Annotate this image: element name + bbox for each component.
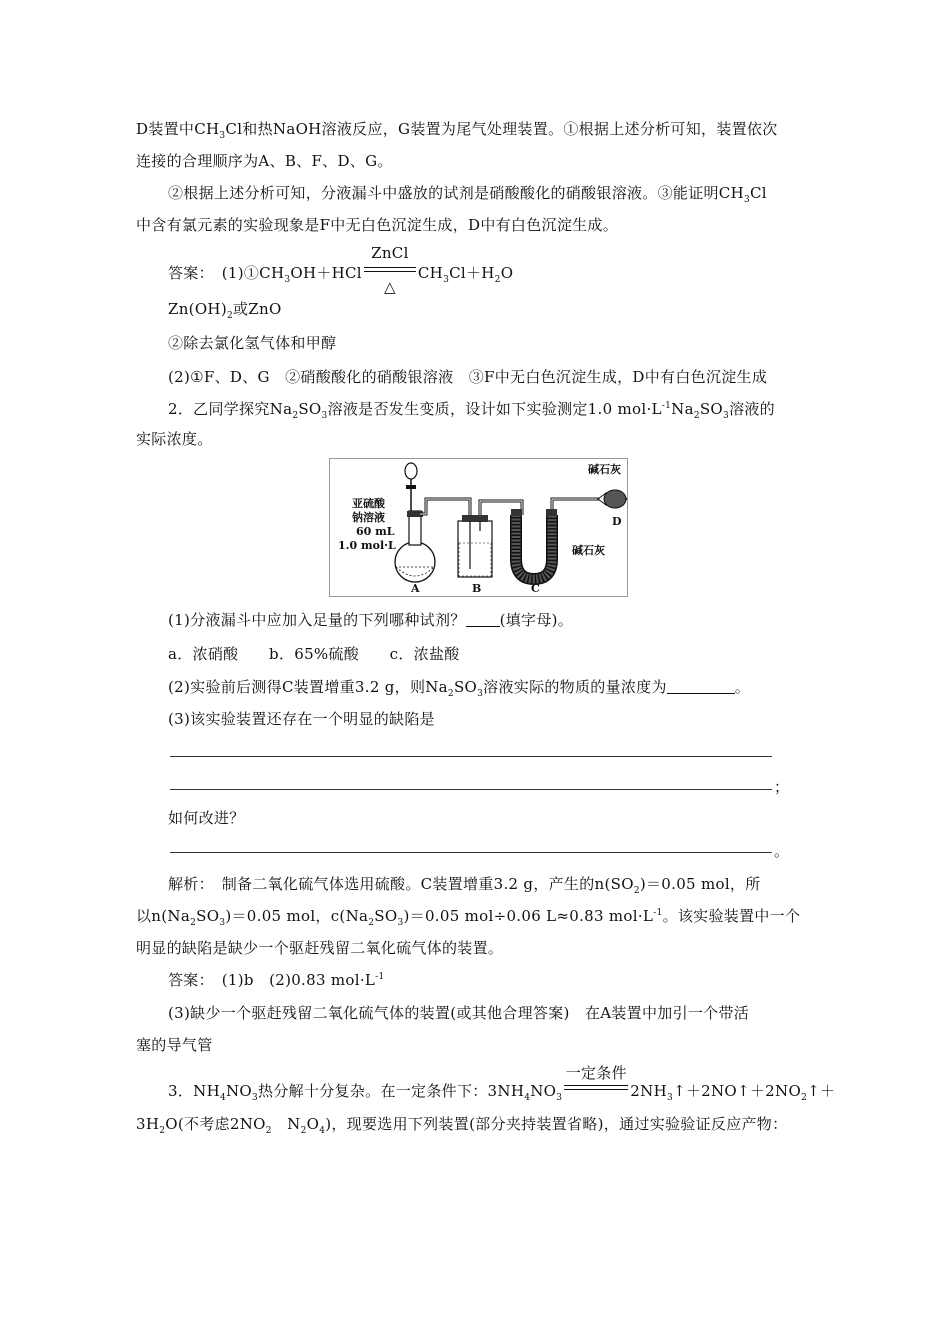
answer1-equation: 答案： $(1)①CH_3OH+HCl$ ZnCl △ $CH_3Cl+H_2O$ bbox=[168, 244, 514, 296]
analysis-line-4: 中含有氯元素的实验现象是F中无白色沉淀生成，D中有白色沉淀生成。 bbox=[136, 216, 619, 234]
q2-improve: 如何改进？ bbox=[168, 809, 245, 827]
analysis-line-3: ②根据上述分析可知，分液漏斗中盛放的试剂是硝酸酸化的硝酸银溶液。③能证明$CH_3Cl$ bbox=[168, 184, 767, 205]
analysis2-line-1: 解析： 制备二氧化硫气体选用硫酸。C装置增重3.2 g，产生的$n(SO_2)=0.05$ mol，所 bbox=[168, 875, 761, 896]
answer-line-3[interactable] bbox=[170, 852, 772, 853]
answer-line-2[interactable] bbox=[170, 789, 772, 790]
q2-intro-2: 实际浓度。 bbox=[136, 430, 213, 448]
label-C: C bbox=[531, 582, 540, 595]
q2-options: a．浓硝酸 b．65%硫酸 c．浓盐酸 bbox=[168, 645, 460, 663]
answer-blank-1[interactable] bbox=[466, 614, 500, 627]
label-A: A bbox=[411, 582, 420, 595]
analysis-line-2: 连接的合理顺序为A、B、F、D、G。 bbox=[136, 152, 393, 170]
q2-sub1: (1)分液漏斗中应加入足量的下列哪种试剂？ (填字母)。 bbox=[168, 611, 574, 629]
answer-blank-2[interactable] bbox=[667, 681, 735, 694]
q2-intro: 2．乙同学探究$Na_2SO_3$溶液是否发生变质，设计如下实验测定1.0 $mol\cdot L^{-1}Na_2SO_3$溶液的 bbox=[168, 400, 775, 421]
period: 。 bbox=[774, 842, 790, 860]
q3-line-2: $3H_2O$(不考虑$2NO_2$ $N_2O_4$)，现要选用下列装置(部分夹持装置省略)，通过实验验证反应产物： bbox=[136, 1115, 788, 1136]
answer1-item2: ②除去氯化氢气体和甲醇 bbox=[168, 334, 337, 352]
reaction-condition: ZnCl △ bbox=[364, 262, 416, 280]
label-left-4: 1.0 mol·L bbox=[338, 539, 396, 552]
label-left-1: 亚硫酸 bbox=[352, 497, 385, 510]
analysis2-line-2: 以$n(Na_2SO_3)=0.05$ mol，$c(Na_2SO_3)=0.05$ mol÷0.06 L≈0.83 $mol\cdot L^{-1}$。该实验装置中一个 bbox=[136, 907, 801, 928]
analysis2-line-3: 明显的缺陷是缺少一个驱赶残留二氧化硫气体的装置。 bbox=[136, 939, 504, 957]
reaction-condition-2: 一定条件 bbox=[564, 1080, 628, 1098]
q2-sub3: (3)该实验装置还存在一个明显的缺陷是 bbox=[168, 710, 435, 728]
label-B: B bbox=[472, 582, 482, 595]
apparatus-figure bbox=[329, 458, 628, 597]
answer1-zn: $Zn(OH)_2$或ZnO bbox=[168, 300, 282, 321]
label-left-3: 60 mL bbox=[356, 525, 395, 538]
answer1-item3: (2)①F、D、G ②硝酸酸化的硝酸银溶液 ③F中无白色沉淀生成，D中有白色沉淀生成 bbox=[168, 368, 768, 386]
semicolon: ； bbox=[774, 778, 790, 796]
analysis-line-1: D装置中$CH_3Cl$和热NaOH溶液反应，G装置为尾气处理装置。①根据上述分析可知，装置依次 bbox=[136, 120, 778, 141]
q2-sub2: (2)实验前后测得C装置增重3.2 g，则$Na_2SO_3$溶液实际的物质的量浓度为 。 bbox=[168, 678, 751, 699]
answer-line-1[interactable] bbox=[170, 756, 772, 757]
label-soda-lime-top: 碱石灰 bbox=[588, 463, 621, 476]
answer2-line-2: (3)缺少一个驱赶残留二氧化硫气体的装置(或其他合理答案) 在A装置中加引一个带活 bbox=[168, 1004, 750, 1022]
label-D: D bbox=[612, 515, 622, 528]
label-left-2: 钠溶液 bbox=[352, 511, 385, 524]
answer2-line-3: 塞的导气管 bbox=[136, 1036, 213, 1054]
answer2-line-1: 答案： (1)b (2)0.83 $mol\cdot L^{-1}$ bbox=[168, 971, 385, 989]
q3-line-1: 3．$NH_4NO_3$热分解十分复杂。在一定条件下：$3NH_4NO_3$ 一定条件 $2NH_3↑+2NO↑+2NO_2↑+$ bbox=[168, 1064, 836, 1103]
label-soda-lime: 碱石灰 bbox=[572, 544, 605, 557]
